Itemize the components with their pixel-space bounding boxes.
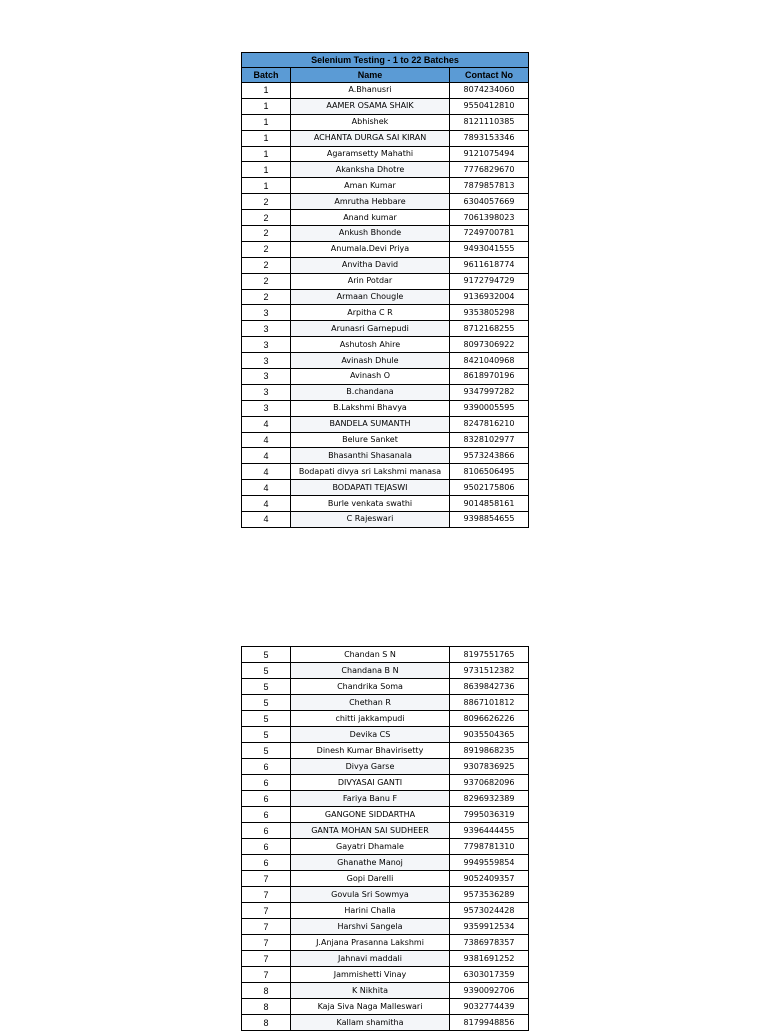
name-cell: Arunasri Garnepudi bbox=[291, 321, 450, 337]
batch-cell: 2 bbox=[242, 257, 291, 273]
contact-cell: 9502175806 bbox=[450, 480, 529, 496]
name-cell: A.Bhanusri bbox=[291, 83, 450, 99]
table-body-page-2 bbox=[242, 647, 529, 1031]
contact-cell: 9381691252 bbox=[450, 951, 529, 967]
batch-cell: 5 bbox=[242, 647, 291, 663]
contact-cell: 7386978357 bbox=[450, 935, 529, 951]
table-row bbox=[242, 146, 529, 162]
contact-cell: 9052409357 bbox=[450, 871, 529, 887]
contact-cell: 9172794729 bbox=[450, 273, 529, 289]
batch-cell: 5 bbox=[242, 711, 291, 727]
name-cell: Belure Sanket bbox=[291, 432, 450, 448]
table-row bbox=[242, 999, 529, 1015]
name-cell: Gayatri Dhamale bbox=[291, 839, 450, 855]
table-row bbox=[242, 743, 529, 759]
contact-cell: 7776829670 bbox=[450, 162, 529, 178]
contact-cell: 9398854655 bbox=[450, 512, 529, 528]
table-row bbox=[242, 384, 529, 400]
name-cell: Kallam shamitha bbox=[291, 1015, 450, 1031]
contact-cell: 8097306922 bbox=[450, 337, 529, 353]
batch-cell: 1 bbox=[242, 146, 291, 162]
table-row bbox=[242, 496, 529, 512]
contact-cell: 8197551765 bbox=[450, 647, 529, 663]
table-row bbox=[242, 273, 529, 289]
table-row bbox=[242, 903, 529, 919]
contact-cell: 8121110385 bbox=[450, 114, 529, 130]
batch-cell: 3 bbox=[242, 321, 291, 337]
table-row bbox=[242, 647, 529, 663]
table-row bbox=[242, 1015, 529, 1031]
name-cell: Burle venkata swathi bbox=[291, 496, 450, 512]
batch-cell: 2 bbox=[242, 226, 291, 242]
batch-cell: 4 bbox=[242, 512, 291, 528]
table-row bbox=[242, 663, 529, 679]
name-cell: BODAPATI TEJASWI bbox=[291, 480, 450, 496]
name-cell: GANGONE SIDDARTHA bbox=[291, 807, 450, 823]
table-row bbox=[242, 679, 529, 695]
name-cell: Chandrika Soma bbox=[291, 679, 450, 695]
name-cell: Amrutha Hebbare bbox=[291, 194, 450, 210]
contact-cell: 8421040968 bbox=[450, 353, 529, 369]
table-row bbox=[242, 369, 529, 385]
contact-cell: 8618970196 bbox=[450, 369, 529, 385]
batch-cell: 1 bbox=[242, 130, 291, 146]
contact-cell: 8074234060 bbox=[450, 83, 529, 99]
table-row bbox=[242, 727, 529, 743]
name-cell: chitti jakkampudi bbox=[291, 711, 450, 727]
batch-cell: 1 bbox=[242, 178, 291, 194]
contact-cell: 9493041555 bbox=[450, 241, 529, 257]
batch-cell: 4 bbox=[242, 416, 291, 432]
name-cell: DIVYASAI GANTI bbox=[291, 775, 450, 791]
table-row bbox=[242, 839, 529, 855]
name-cell: Ashutosh Ahire bbox=[291, 337, 450, 353]
name-cell: Ghanathe Manoj bbox=[291, 855, 450, 871]
batch-table-page-1 bbox=[241, 52, 529, 528]
table-row bbox=[242, 98, 529, 114]
name-cell: Divya Garse bbox=[291, 759, 450, 775]
batch-column-header: Batch bbox=[242, 68, 291, 83]
contact-cell: 9014858161 bbox=[450, 496, 529, 512]
batch-cell: 6 bbox=[242, 759, 291, 775]
name-cell: Anvitha David bbox=[291, 257, 450, 273]
name-cell: Harini Challa bbox=[291, 903, 450, 919]
table-row bbox=[242, 130, 529, 146]
contact-cell: 8639842736 bbox=[450, 679, 529, 695]
contact-cell: 8919868235 bbox=[450, 743, 529, 759]
batch-cell: 6 bbox=[242, 855, 291, 871]
batch-cell: 1 bbox=[242, 162, 291, 178]
table-row bbox=[242, 241, 529, 257]
table-row bbox=[242, 178, 529, 194]
name-cell: C Rajeswari bbox=[291, 512, 450, 528]
name-cell: B.chandana bbox=[291, 384, 450, 400]
table-row bbox=[242, 432, 529, 448]
table-row bbox=[242, 210, 529, 226]
batch-cell: 6 bbox=[242, 775, 291, 791]
contact-cell: 8296932389 bbox=[450, 791, 529, 807]
batch-cell: 3 bbox=[242, 353, 291, 369]
contact-cell: 9573024428 bbox=[450, 903, 529, 919]
contact-cell: 9390005595 bbox=[450, 400, 529, 416]
contact-cell: 7249700781 bbox=[450, 226, 529, 242]
batch-cell: 8 bbox=[242, 1015, 291, 1031]
contact-cell: 9731512382 bbox=[450, 663, 529, 679]
table-row bbox=[242, 353, 529, 369]
contact-cell: 9136932004 bbox=[450, 289, 529, 305]
table-row bbox=[242, 967, 529, 983]
table-row bbox=[242, 807, 529, 823]
name-cell: Govula Sri Sowmya bbox=[291, 887, 450, 903]
table-row bbox=[242, 194, 529, 210]
batch-cell: 5 bbox=[242, 727, 291, 743]
table-row bbox=[242, 919, 529, 935]
batch-cell: 6 bbox=[242, 807, 291, 823]
contact-column-header: Contact No bbox=[450, 68, 529, 83]
contact-cell: 6304057669 bbox=[450, 194, 529, 210]
name-cell: Dinesh Kumar Bhavirisetty bbox=[291, 743, 450, 759]
name-cell: Kaja Siva Naga Malleswari bbox=[291, 999, 450, 1015]
contact-cell: 9550412810 bbox=[450, 98, 529, 114]
name-cell: Devika CS bbox=[291, 727, 450, 743]
contact-cell: 9370682096 bbox=[450, 775, 529, 791]
batch-cell: 7 bbox=[242, 887, 291, 903]
contact-cell: 7061398023 bbox=[450, 210, 529, 226]
sheet-title: Selenium Testing - 1 to 22 Batches bbox=[242, 53, 529, 68]
name-cell: Ankush Bhonde bbox=[291, 226, 450, 242]
contact-cell: 9032774439 bbox=[450, 999, 529, 1015]
contact-cell: 9949559854 bbox=[450, 855, 529, 871]
table-row bbox=[242, 512, 529, 528]
table-row bbox=[242, 711, 529, 727]
batch-cell: 1 bbox=[242, 114, 291, 130]
contact-cell: 9611618774 bbox=[450, 257, 529, 273]
batch-cell: 2 bbox=[242, 210, 291, 226]
table-row bbox=[242, 935, 529, 951]
table-row bbox=[242, 775, 529, 791]
name-cell: Chandan S N bbox=[291, 647, 450, 663]
batch-cell: 7 bbox=[242, 935, 291, 951]
contact-cell: 9121075494 bbox=[450, 146, 529, 162]
name-cell: Agaramsetty Mahathi bbox=[291, 146, 450, 162]
contact-cell: 7995036319 bbox=[450, 807, 529, 823]
name-cell: Gopi Darelli bbox=[291, 871, 450, 887]
batch-cell: 3 bbox=[242, 337, 291, 353]
name-cell: Avinash Dhule bbox=[291, 353, 450, 369]
table-row bbox=[242, 759, 529, 775]
table-row bbox=[242, 257, 529, 273]
table-row bbox=[242, 480, 529, 496]
name-cell: Bhasanthi Shasanala bbox=[291, 448, 450, 464]
table-row bbox=[242, 83, 529, 99]
batch-cell: 3 bbox=[242, 400, 291, 416]
table-row bbox=[242, 951, 529, 967]
table-row bbox=[242, 305, 529, 321]
table-row bbox=[242, 114, 529, 130]
table-row bbox=[242, 400, 529, 416]
table-row bbox=[242, 448, 529, 464]
batch-cell: 4 bbox=[242, 496, 291, 512]
name-cell: Bodapati divya sri Lakshmi manasa bbox=[291, 464, 450, 480]
contact-cell: 7798781310 bbox=[450, 839, 529, 855]
table-row bbox=[242, 855, 529, 871]
contact-cell: 9347997282 bbox=[450, 384, 529, 400]
name-cell: Fariya Banu F bbox=[291, 791, 450, 807]
batch-cell: 5 bbox=[242, 663, 291, 679]
batch-cell: 6 bbox=[242, 791, 291, 807]
name-cell: K Nikhita bbox=[291, 983, 450, 999]
batch-cell: 4 bbox=[242, 448, 291, 464]
contact-cell: 9353805298 bbox=[450, 305, 529, 321]
table-row bbox=[242, 791, 529, 807]
batch-cell: 5 bbox=[242, 695, 291, 711]
batch-table-page-2 bbox=[241, 646, 529, 1031]
batch-cell: 4 bbox=[242, 464, 291, 480]
batch-cell: 7 bbox=[242, 967, 291, 983]
table-row bbox=[242, 289, 529, 305]
name-cell: ACHANTA DURGA SAI KIRAN bbox=[291, 130, 450, 146]
contact-cell: 8328102977 bbox=[450, 432, 529, 448]
name-cell: J.Anjana Prasanna Lakshmi bbox=[291, 935, 450, 951]
contact-cell: 8867101812 bbox=[450, 695, 529, 711]
table-row bbox=[242, 464, 529, 480]
name-cell: Aman Kumar bbox=[291, 178, 450, 194]
batch-cell: 3 bbox=[242, 305, 291, 321]
contact-cell: 9573243866 bbox=[450, 448, 529, 464]
table-row bbox=[242, 162, 529, 178]
batch-cell: 7 bbox=[242, 919, 291, 935]
batch-cell: 7 bbox=[242, 903, 291, 919]
name-cell: Anand kumar bbox=[291, 210, 450, 226]
name-cell: Akanksha Dhotre bbox=[291, 162, 450, 178]
name-cell: AAMER OSAMA SHAIK bbox=[291, 98, 450, 114]
contact-cell: 7879857813 bbox=[450, 178, 529, 194]
batch-cell: 1 bbox=[242, 83, 291, 99]
name-cell: Arin Potdar bbox=[291, 273, 450, 289]
batch-cell: 2 bbox=[242, 194, 291, 210]
batch-cell: 4 bbox=[242, 480, 291, 496]
batch-cell: 6 bbox=[242, 823, 291, 839]
batch-cell: 5 bbox=[242, 679, 291, 695]
name-cell: Armaan Chougle bbox=[291, 289, 450, 305]
batch-cell: 3 bbox=[242, 384, 291, 400]
name-column-header: Name bbox=[291, 68, 450, 83]
name-cell: B.Lakshmi Bhavya bbox=[291, 400, 450, 416]
name-cell: Arpitha C R bbox=[291, 305, 450, 321]
contact-cell: 9573536289 bbox=[450, 887, 529, 903]
name-cell: Avinash O bbox=[291, 369, 450, 385]
contact-cell: 9359912534 bbox=[450, 919, 529, 935]
contact-cell: 9035504365 bbox=[450, 727, 529, 743]
table-row bbox=[242, 226, 529, 242]
name-cell: Jammishetti Vinay bbox=[291, 967, 450, 983]
table-row bbox=[242, 695, 529, 711]
batch-cell: 4 bbox=[242, 432, 291, 448]
contact-cell: 6303017359 bbox=[450, 967, 529, 983]
batch-cell: 5 bbox=[242, 743, 291, 759]
batch-cell: 8 bbox=[242, 983, 291, 999]
batch-cell: 2 bbox=[242, 273, 291, 289]
contact-cell: 8106506495 bbox=[450, 464, 529, 480]
contact-cell: 8712168255 bbox=[450, 321, 529, 337]
table-row bbox=[242, 416, 529, 432]
contact-cell: 8096626226 bbox=[450, 711, 529, 727]
contact-cell: 8179948856 bbox=[450, 1015, 529, 1031]
name-cell: GANTA MOHAN SAI SUDHEER bbox=[291, 823, 450, 839]
contact-cell: 8247816210 bbox=[450, 416, 529, 432]
contact-cell: 9396444455 bbox=[450, 823, 529, 839]
table-row bbox=[242, 337, 529, 353]
table-body-page-1 bbox=[242, 83, 529, 528]
batch-cell: 8 bbox=[242, 999, 291, 1015]
batch-cell: 3 bbox=[242, 369, 291, 385]
name-cell: BANDELA SUMANTH bbox=[291, 416, 450, 432]
name-cell: Anumala.Devi Priya bbox=[291, 241, 450, 257]
table-row bbox=[242, 887, 529, 903]
table-row bbox=[242, 871, 529, 887]
batch-cell: 7 bbox=[242, 951, 291, 967]
name-cell: Abhishek bbox=[291, 114, 450, 130]
contact-cell: 7893153346 bbox=[450, 130, 529, 146]
name-cell: Harshvi Sangela bbox=[291, 919, 450, 935]
name-cell: Jahnavi maddali bbox=[291, 951, 450, 967]
name-cell: Chethan R bbox=[291, 695, 450, 711]
contact-cell: 9307836925 bbox=[450, 759, 529, 775]
table-row bbox=[242, 983, 529, 999]
batch-cell: 6 bbox=[242, 839, 291, 855]
batch-cell: 2 bbox=[242, 289, 291, 305]
batch-cell: 7 bbox=[242, 871, 291, 887]
contact-cell: 9390092706 bbox=[450, 983, 529, 999]
batch-cell: 2 bbox=[242, 241, 291, 257]
name-cell: Chandana B N bbox=[291, 663, 450, 679]
batch-cell: 1 bbox=[242, 98, 291, 114]
table-row bbox=[242, 823, 529, 839]
table-row bbox=[242, 321, 529, 337]
